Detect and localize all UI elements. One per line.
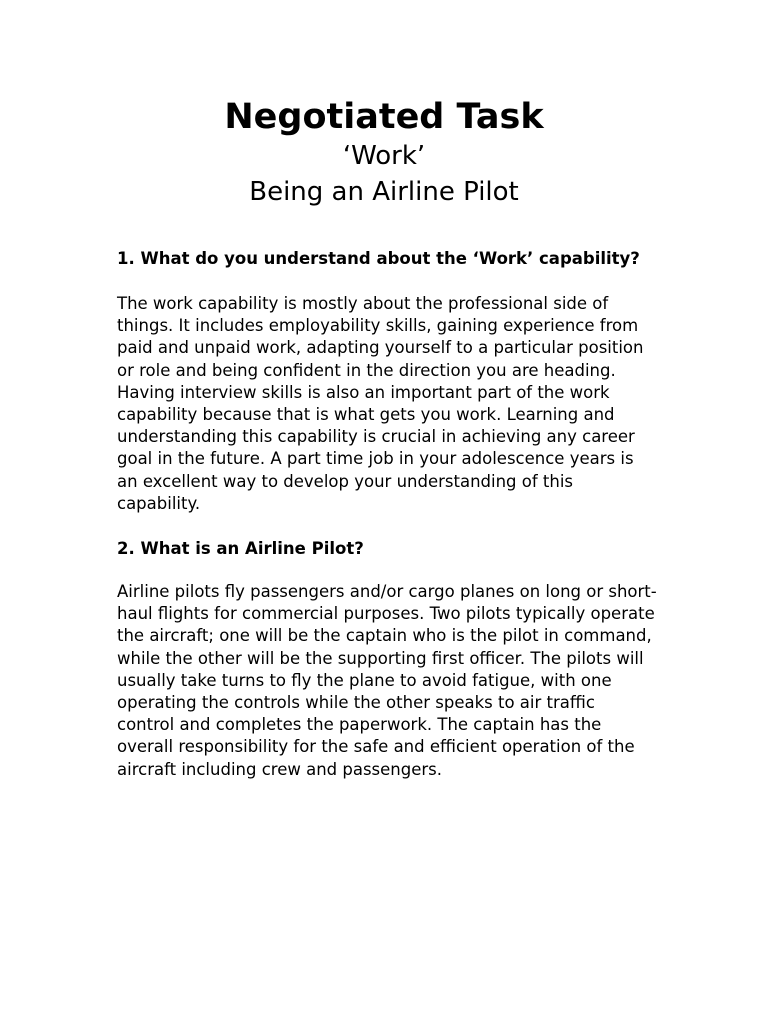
document-subtitle-topic: Being an Airline Pilot <box>249 177 519 207</box>
document-title: Negotiated Task <box>224 97 544 137</box>
question-2-heading: 2. What is an Airline Pilot? <box>117 539 364 559</box>
question-1-heading: 1. What do you understand about the ‘Work’ capability? <box>117 249 640 268</box>
question-2-answer: Airline pilots fly passengers and/or cargo planes on long or short-haul flights for commercial purposes. Two pilots typically operate the aircraft; one will be the captain who is the pilot in command, while the other will be the supporting first officer. The pilots will usually take turns to fly the plane to avoid fatigue, with one operating the controls while the other speaks to air traffic control and completes the paperwork. The captain has the overall responsibility for the safe and efficient operation of the aircraft including crew and passengers. <box>117 582 657 779</box>
document-subtitle-work: ‘Work’ <box>342 141 426 171</box>
document-body <box>117 248 657 781</box>
title-block <box>0 96 768 210</box>
question-1-answer: The work capability is mostly about the professional side of things. It includes employability skills, gaining experience from paid and unpaid work, adapting yourself to a particular position or role and being confident in the direction you are heading. Having interview skills is also an important part of the work capability because that is what gets you work. Learning and understanding this capability is crucial in achieving any career goal in the future. A part time job in your adolescence years is an excellent way to develop your understanding of this capability. <box>117 294 644 513</box>
